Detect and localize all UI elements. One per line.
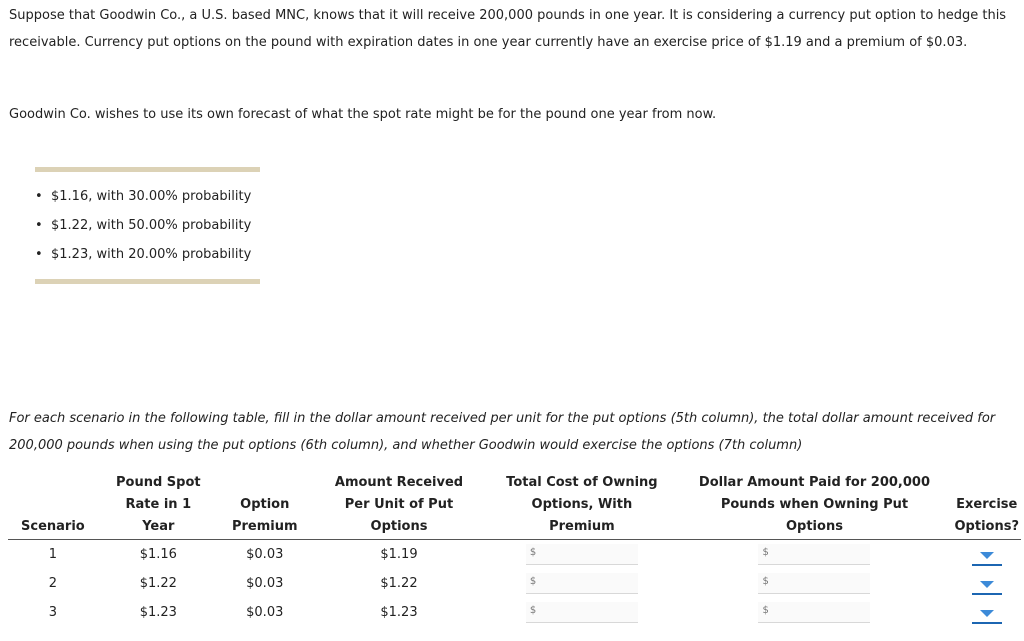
cell-premium: $0.03 <box>246 605 284 620</box>
dollar-paid-input[interactable] <box>758 544 870 565</box>
cell-dollar-paid <box>676 569 952 598</box>
dollar-sign: $ <box>762 605 769 616</box>
header-dollar-paid: Dollar Amount Paid for 200,000 Pounds when Owning Put Options <box>676 470 952 540</box>
forecast-item: • $1.22, with 50.00% probability <box>35 211 260 240</box>
cell-scenario: 1 <box>48 547 57 562</box>
header-option-premium: Option Premium <box>219 470 311 540</box>
header-spot-rate: Pound Spot Rate in 1 Year <box>98 470 219 540</box>
dollar-sign: $ <box>762 547 769 558</box>
chevron-down-icon <box>980 581 994 588</box>
header-total-cost: Total Cost of Owning Options, With Premium <box>487 470 676 540</box>
cell-scenario: 2 <box>48 576 57 591</box>
cell-premium: $0.03 <box>246 547 284 562</box>
cell-exercise <box>953 598 1022 627</box>
total-cost-input[interactable] <box>526 544 638 565</box>
scenario-table <box>8 470 1021 627</box>
cell-spot-rate: $1.23 <box>139 605 177 620</box>
chevron-down-icon <box>980 610 994 617</box>
exercise-dropdown[interactable] <box>972 602 1002 624</box>
table-row <box>8 569 1021 598</box>
dollar-sign: $ <box>529 605 537 616</box>
chevron-down-icon <box>980 552 994 559</box>
dollar-sign: $ <box>762 576 769 587</box>
cell-premium: $0.03 <box>246 576 284 591</box>
table-instructions: For each scenario in the following table, fill in the dollar amount received per unit for the put options (5th column), the total dollar amount received for 200,000 pounds when using the put options (6th column), and whether Goodwin would exercise the options (7th column) <box>9 411 996 453</box>
forecast-list <box>35 172 260 279</box>
cell-amount-received: $1.22 <box>380 576 418 591</box>
cell-dollar-paid <box>676 598 952 627</box>
cell-spot-rate: $1.16 <box>139 547 177 562</box>
dollar-sign: $ <box>529 576 537 587</box>
dollar-paid-input[interactable] <box>758 602 870 623</box>
cell-total-cost <box>487 598 676 627</box>
cell-amount-received: $1.19 <box>380 547 418 562</box>
cell-dollar-paid <box>676 540 952 570</box>
cell-scenario: 3 <box>48 605 57 620</box>
problem-statement: Suppose that Goodwin Co., a U.S. based MNC, knows that it will receive 200,000 pounds in one year. It is considering a currency put option to hedge this receivable. Currency put options on the pound with expiration dates in one year currently have an exercise price of $1.19 and a premium of $0.03. <box>9 8 1007 50</box>
table-header-row <box>8 470 1021 540</box>
table-row <box>8 540 1021 570</box>
header-exercise: Exercise Options? <box>953 470 1022 540</box>
cell-exercise <box>953 540 1022 570</box>
forecast-box <box>35 167 260 284</box>
cell-spot-rate: $1.22 <box>139 576 177 591</box>
table-row <box>8 598 1021 627</box>
header-scenario: Scenario <box>8 470 98 540</box>
header-amount-received: Amount Received Per Unit of Put Options <box>311 470 488 540</box>
forecast-bottom-bar <box>35 279 260 284</box>
exercise-dropdown[interactable] <box>972 544 1002 566</box>
total-cost-input[interactable] <box>526 602 638 623</box>
forecast-item: • $1.16, with 30.00% probability <box>35 182 260 211</box>
forecast-intro: Goodwin Co. wishes to use its own forecast of what the spot rate might be for the pound one year from now. <box>9 107 717 122</box>
forecast-item: • $1.23, with 20.00% probability <box>35 240 260 269</box>
cell-total-cost <box>487 540 676 570</box>
total-cost-input[interactable] <box>526 573 638 594</box>
dollar-paid-input[interactable] <box>758 573 870 594</box>
cell-total-cost <box>487 569 676 598</box>
exercise-dropdown[interactable] <box>972 573 1002 595</box>
dollar-sign: $ <box>529 547 537 558</box>
cell-amount-received: $1.23 <box>380 605 418 620</box>
cell-exercise <box>953 569 1022 598</box>
